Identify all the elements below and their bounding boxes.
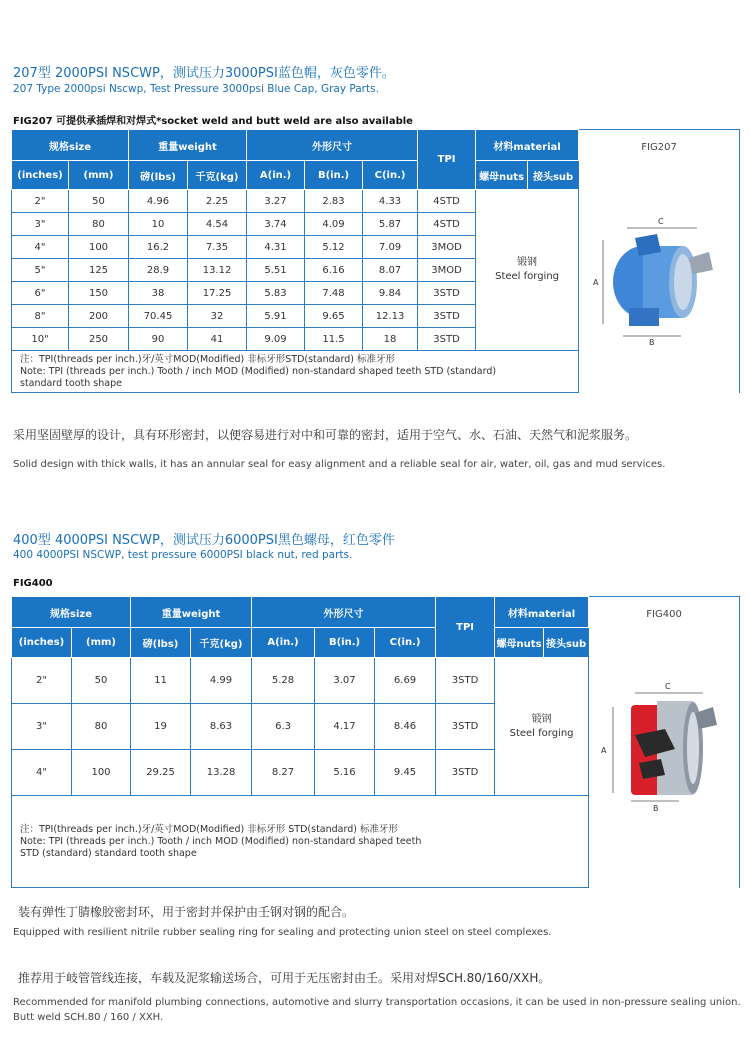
cell-mm: 125 [69,259,129,282]
header-b: B(in.) [315,628,375,658]
cell-tpi: 3STD [436,750,495,796]
cell-lbs: 38 [129,282,188,305]
cell-mm: 250 [69,328,129,351]
cell-lbs: 11 [131,658,191,704]
fig400-union-drawing [595,679,735,819]
cell-kg: 4.54 [188,213,247,236]
cell-inches: 4" [12,750,72,796]
cell-a: 5.83 [247,282,305,305]
fig400-dim-b: B [653,804,659,813]
fig207-title-en: 207 Type 2000psi Nscwp, Test Pressure 3000psi Blue Cap, Gray Parts. [13,83,379,95]
cell-kg: 32 [188,305,247,328]
fig207-desc-en: Solid design with thick walls, it has an annular seal for easy alignment and a reliable seal for air, water, oil, gas and mud services. [13,459,666,470]
fig207-note [12,351,579,393]
fig207-dim-c: C [658,217,664,226]
fig207-desc-cn: 采用坚固壁厚的设计，具有环形密封，以便容易进行对中和可靠的密封，适用于空气、水、石油、天然气和泥浆服务。 [13,428,638,442]
cell-tpi: 3STD [418,305,476,328]
cell-tpi: 3STD [418,282,476,305]
cell-a: 3.27 [247,190,305,213]
header-inches: (inches) [12,628,72,658]
fig400-title-en: 400 4000PSI NSCWP, test pressure 6000PSI black nut, red parts. [13,549,353,561]
cell-c: 12.13 [363,305,418,328]
cell-lbs: 70.45 [129,305,188,328]
fig400-desc1-en: Equipped with resilient nitrile rubber sealing ring for sealing and protecting union steel on steel complexes. [13,927,552,938]
note-line-2: Note: TPI (threads per inch.) Tooth / inch MOD (Modified) non-standard shaped teeth [20,835,422,847]
fig207-union-drawing [585,212,735,362]
cell-c: 5.87 [363,213,418,236]
header-a: A(in.) [252,628,315,658]
cell-c: 6.69 [375,658,436,704]
cell-inches: 6" [12,282,69,305]
cell-tpi: 3STD [436,658,495,704]
header-material: 材料material [495,597,589,628]
header-weight: 重量weight [131,597,252,628]
cell-kg: 41 [188,328,247,351]
cell-a: 9.09 [247,328,305,351]
header-mm: (mm) [72,628,131,658]
cell-kg: 17.25 [188,282,247,305]
cell-b: 7.48 [305,282,363,305]
header-c: C(in.) [363,161,418,190]
cell-inches: 2" [12,190,69,213]
cell-lbs: 19 [131,704,191,750]
fig400-title-cn: 400型 4000PSI NSCWP，测试压力6000PSI黑色螺母，红色零件 [13,533,395,548]
fig400-desc1-cn: 装有弹性丁腈橡胶密封环，用于密封并保护由壬钢对钢的配合。 [18,905,355,919]
fig400-dim-c: C [665,682,671,691]
header-size: 规格size [12,130,129,161]
header-c: C(in.) [375,628,436,658]
cell-b: 2.83 [305,190,363,213]
fig400-note [12,796,589,888]
header-kg: 千克(kg) [188,161,247,190]
cell-kg: 13.12 [188,259,247,282]
cell-c: 7.09 [363,236,418,259]
fig400-figure-cell [589,597,740,888]
cell-b: 6.16 [305,259,363,282]
material-cn: 锻钢 [517,257,538,268]
cell-a: 8.27 [252,750,315,796]
cell-tpi: 3STD [436,704,495,750]
cell-mm: 200 [69,305,129,328]
fig207-dim-a: A [593,278,599,287]
cell-inches: 8" [12,305,69,328]
cell-lbs: 16.2 [129,236,188,259]
note-line-3: standard tooth shape [20,377,122,389]
cell-kg: 7.35 [188,236,247,259]
fig207-figure-cell [579,130,740,393]
fig207-title-cn: 207型 2000PSI NSCWP，测试压力3000PSI蓝色帽，灰色零件。 [13,66,395,81]
cell-kg: 8.63 [191,704,252,750]
cell-lbs: 4.96 [129,190,188,213]
cell-c: 9.84 [363,282,418,305]
fig400-material-cell [495,658,589,796]
note-line-3: STD (standard) standard tooth shape [20,847,197,859]
header-a: A(in.) [247,161,305,190]
header-weight: 重量weight [129,130,247,161]
cell-inches: 2" [12,658,72,704]
material-en: Steel forging [495,271,560,282]
cell-a: 5.91 [247,305,305,328]
cell-tpi: 4STD [418,190,476,213]
header-lbs: 磅(lbs) [129,161,188,190]
header-kg: 千克(kg) [191,628,252,658]
cell-lbs: 10 [129,213,188,236]
cell-mm: 100 [72,750,131,796]
cell-inches: 4" [12,236,69,259]
material-cn: 锻钢 [531,713,552,725]
cell-inches: 3" [12,704,72,750]
cell-b: 9.65 [305,305,363,328]
cell-a: 6.3 [252,704,315,750]
cell-b: 5.16 [315,750,375,796]
note-line-1: 注：TPI(threads per inch.)牙/英寸MOD(Modified) 非标牙形 STD(standard) 标准牙形 [20,823,398,835]
header-b: B(in.) [305,161,363,190]
cell-lbs: 90 [129,328,188,351]
header-size: 规格size [12,597,131,628]
cell-a: 5.51 [247,259,305,282]
fig207-figure-caption: FIG207 [641,142,677,153]
fig400-spec-table [11,596,740,888]
cell-b: 3.07 [315,658,375,704]
note-line-2: Note: TPI (threads per inch.) Tooth / inch MOD (Modified) non-standard shaped teeth STD (standard) [20,365,497,377]
header-sub: 接头sub [528,161,579,190]
fig400-figure-caption: FIG400 [646,609,682,620]
fig207-material-cell [476,190,579,351]
fig207-lug [635,234,661,256]
cell-lbs: 29.25 [131,750,191,796]
cell-b: 4.09 [305,213,363,236]
cell-lbs: 28.9 [129,259,188,282]
cell-c: 4.33 [363,190,418,213]
cell-tpi: 3MOD [418,259,476,282]
cell-tpi: 3STD [418,328,476,351]
cell-kg: 4.99 [191,658,252,704]
fig400-dim-a: A [601,746,607,755]
header-dims: 外形尺寸 [252,597,436,628]
cell-c: 9.45 [375,750,436,796]
header-tpi: TPI [418,130,476,190]
fig400-label: FIG400 [13,578,53,589]
header-sub: 接头sub [544,628,589,658]
header-inches: (inches) [12,161,69,190]
cell-a: 3.74 [247,213,305,236]
cell-b: 11.5 [305,328,363,351]
fig400-desc2-cn: 推荐用于岐管管线连接，车载及泥浆输送场合，可用于无压密封由壬。采用对焊SCH.80/160/XXH。 [18,971,551,985]
header-lbs: 磅(lbs) [131,628,191,658]
cell-a: 5.28 [252,658,315,704]
cell-b: 5.12 [305,236,363,259]
cell-b: 4.17 [315,704,375,750]
fig207-lug [689,252,713,274]
cell-c: 8.46 [375,704,436,750]
header-nuts: 螺母nuts [495,628,544,658]
header-mm: (mm) [69,161,129,190]
header-dims: 外形尺寸 [247,130,418,161]
cell-mm: 150 [69,282,129,305]
cell-inches: 3" [12,213,69,236]
cell-tpi: 3MOD [418,236,476,259]
fig207-spec-table [11,129,740,393]
cell-tpi: 4STD [418,213,476,236]
cell-mm: 100 [69,236,129,259]
header-nuts: 螺母nuts [476,161,528,190]
cell-inches: 5" [12,259,69,282]
cell-a: 4.31 [247,236,305,259]
note-line-1: 注：TPI(threads per inch.)牙/英寸MOD(Modified) 非标牙形STD(standard) 标准牙形 [20,353,395,365]
cell-kg: 2.25 [188,190,247,213]
header-material: 材料material [476,130,579,161]
cell-mm: 50 [72,658,131,704]
cell-mm: 80 [69,213,129,236]
cell-inches: 10" [12,328,69,351]
cell-c: 18 [363,328,418,351]
cell-mm: 80 [72,704,131,750]
material-en: Steel forging [509,727,574,739]
header-tpi: TPI [436,597,495,658]
fig400-desc2-en: Recommended for manifold plumbing connections, automotive and slurry transportation occasions, it can be used in non-pressure sealing union. Butt weld SCH.80 / 160 / XXH. [13,997,741,1023]
cell-c: 8.07 [363,259,418,282]
fig207-dim-b: B [649,338,655,347]
fig207-label: FIG207 可提供承插焊和对焊式*socket weld and butt weld are also available [13,116,413,127]
cell-kg: 13.28 [191,750,252,796]
cell-mm: 50 [69,190,129,213]
